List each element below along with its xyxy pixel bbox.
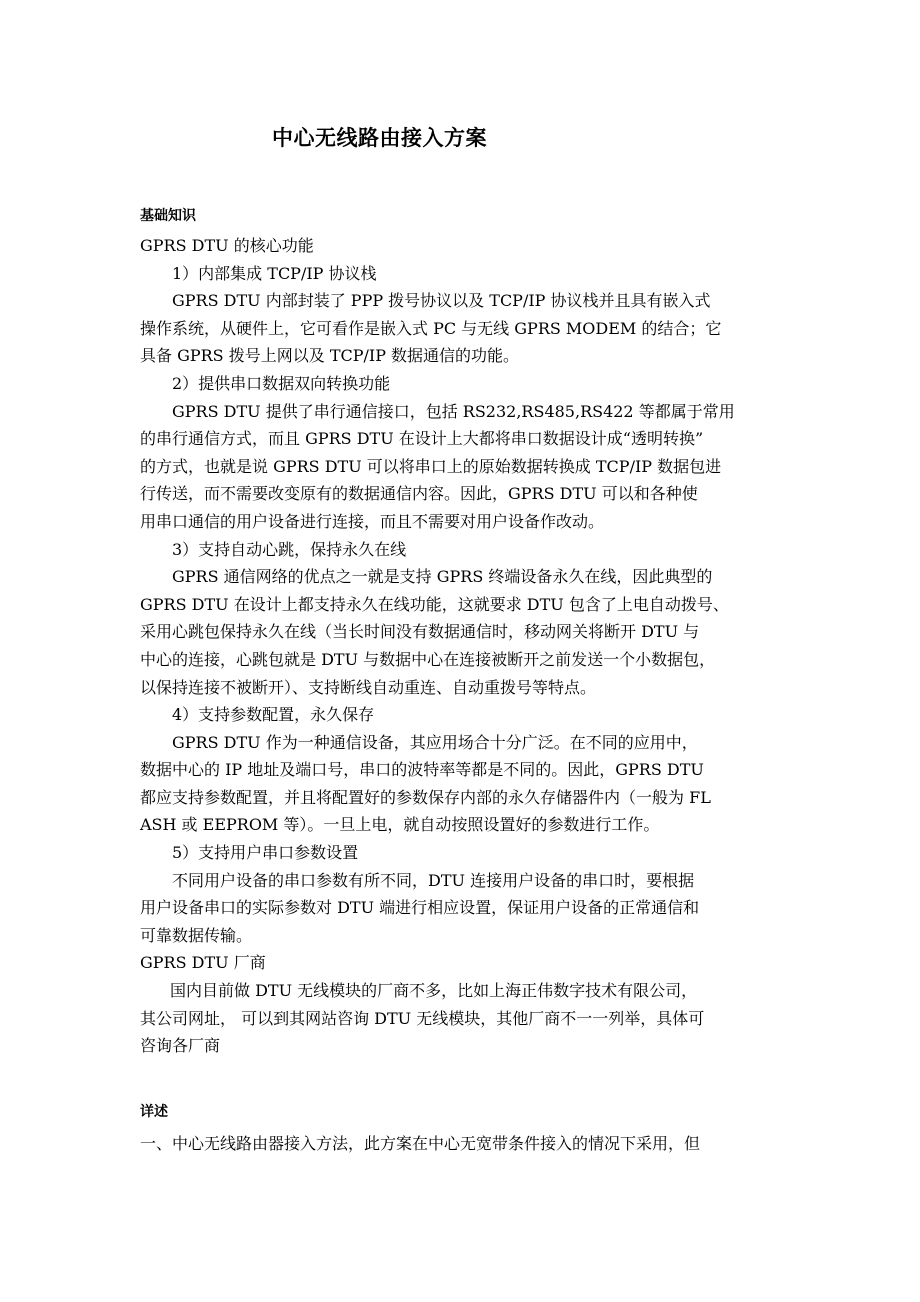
text-line: 都应支持参数配置，并且将配置好的参数保存内部的永久存储器件内（一般为 FL <box>140 787 711 807</box>
text-line: 数据中心的 IP 地址及端口号，串口的波特率等都是不同的。因此，GPRS DTU <box>140 760 704 780</box>
text-line: GPRS 通信网络的优点之一就是支持 GPRS 终端设备永久在线，因此典型的 <box>172 567 713 587</box>
text-line: GPRS DTU 在设计上都支持永久在线功能，这就要求 DTU 包含了上电自动拨号、 <box>140 594 729 614</box>
text-line: GPRS DTU 提供了串行通信接口，包括 RS232,RS485,RS422 等都属于常用 <box>172 401 735 421</box>
text-line: 可靠数据传输。 <box>140 925 253 945</box>
text-line: 3）支持自动心跳，保持永久在线 <box>172 539 407 559</box>
text-line: 国内目前做 DTU 无线模块的厂商不多，比如上海正伟数字技术有限公司， <box>170 981 698 1001</box>
text-line: 以保持连接不被断开）、支持断线自动重连、自动重拨号等特点。 <box>140 677 597 697</box>
text-line: 的方式，也就是说 GPRS DTU 可以将串口上的原始数据转换成 TCP/IP 数据包进 <box>140 456 722 476</box>
text-line: 用串口通信的用户设备进行连接，而且不需要对用户设备作改动。 <box>140 511 605 531</box>
section-heading-details: 详述 <box>140 1104 168 1120</box>
text-line: GPRS DTU 的核心功能 <box>140 236 314 255</box>
text-line: 具备 GPRS 拨号上网以及 TCP/IP 数据通信的功能。 <box>140 346 520 366</box>
section-heading-basics: 基础知识 <box>140 208 196 224</box>
text-line: GPRS DTU 内部封装了 PPP 拨号协议以及 TCP/IP 协议栈并且具有嵌入式 <box>172 291 711 311</box>
text-line: 的串行通信方式，而且 GPRS DTU 在设计上大都将串口数据设计成“透明转换” <box>140 429 704 449</box>
text-line: 5）支持用户串口参数设置 <box>172 843 359 863</box>
text-line: 用户设备串口的实际参数对 DTU 端进行相应设置，保证用户设备的正常通信和 <box>140 898 700 918</box>
text-line: 其公司网址， 可以到其网站咨询 DTU 无线模块，其他厂商不一一列举，具体可 <box>140 1008 705 1028</box>
section-body-basics <box>140 232 790 1060</box>
text-line: 1）内部集成 TCP/IP 协议栈 <box>172 263 377 283</box>
text-line: 4）支持参数配置，永久保存 <box>172 705 375 725</box>
text-line: 中心的连接，心跳包就是 DTU 与数据中心在连接被断开之前发送一个小数据包， <box>140 649 716 669</box>
text-line: 2）提供串口数据双向转换功能 <box>172 373 391 393</box>
text-line: 一、中心无线路由器接入方法，此方案在中心无宽带条件接入的情况下采用，但 <box>140 1134 701 1153</box>
text-line: 不同用户设备的串口参数有所不同，DTU 连接用户设备的串口时，要根据 <box>172 870 695 890</box>
text-line: GPRS DTU 厂商 <box>140 953 266 973</box>
text-line: 操作系统，从硬件上，它可看作是嵌入式 PC 与无线 GPRS MODEM 的结合；它 <box>140 318 722 338</box>
text-line: 行传送，而不需要改变原有的数据通信内容。因此，GPRS DTU 可以和各种使 <box>140 484 698 504</box>
text-line: 咨询各厂商 <box>140 1036 221 1056</box>
text-line: 采用心跳包保持永久在线（当长时间没有数据通信时，移动网关将断开 DTU 与 <box>140 622 700 642</box>
section-body-details <box>140 1130 790 1158</box>
text-line: GPRS DTU 作为一种通信设备，其应用场合十分广泛。在不同的应用中， <box>172 732 698 752</box>
text-line: ASH 或 EEPROM 等）。一旦上电，就自动按照设置好的参数进行工作。 <box>140 815 660 835</box>
document-title: 中心无线路由接入方案 <box>272 125 487 150</box>
